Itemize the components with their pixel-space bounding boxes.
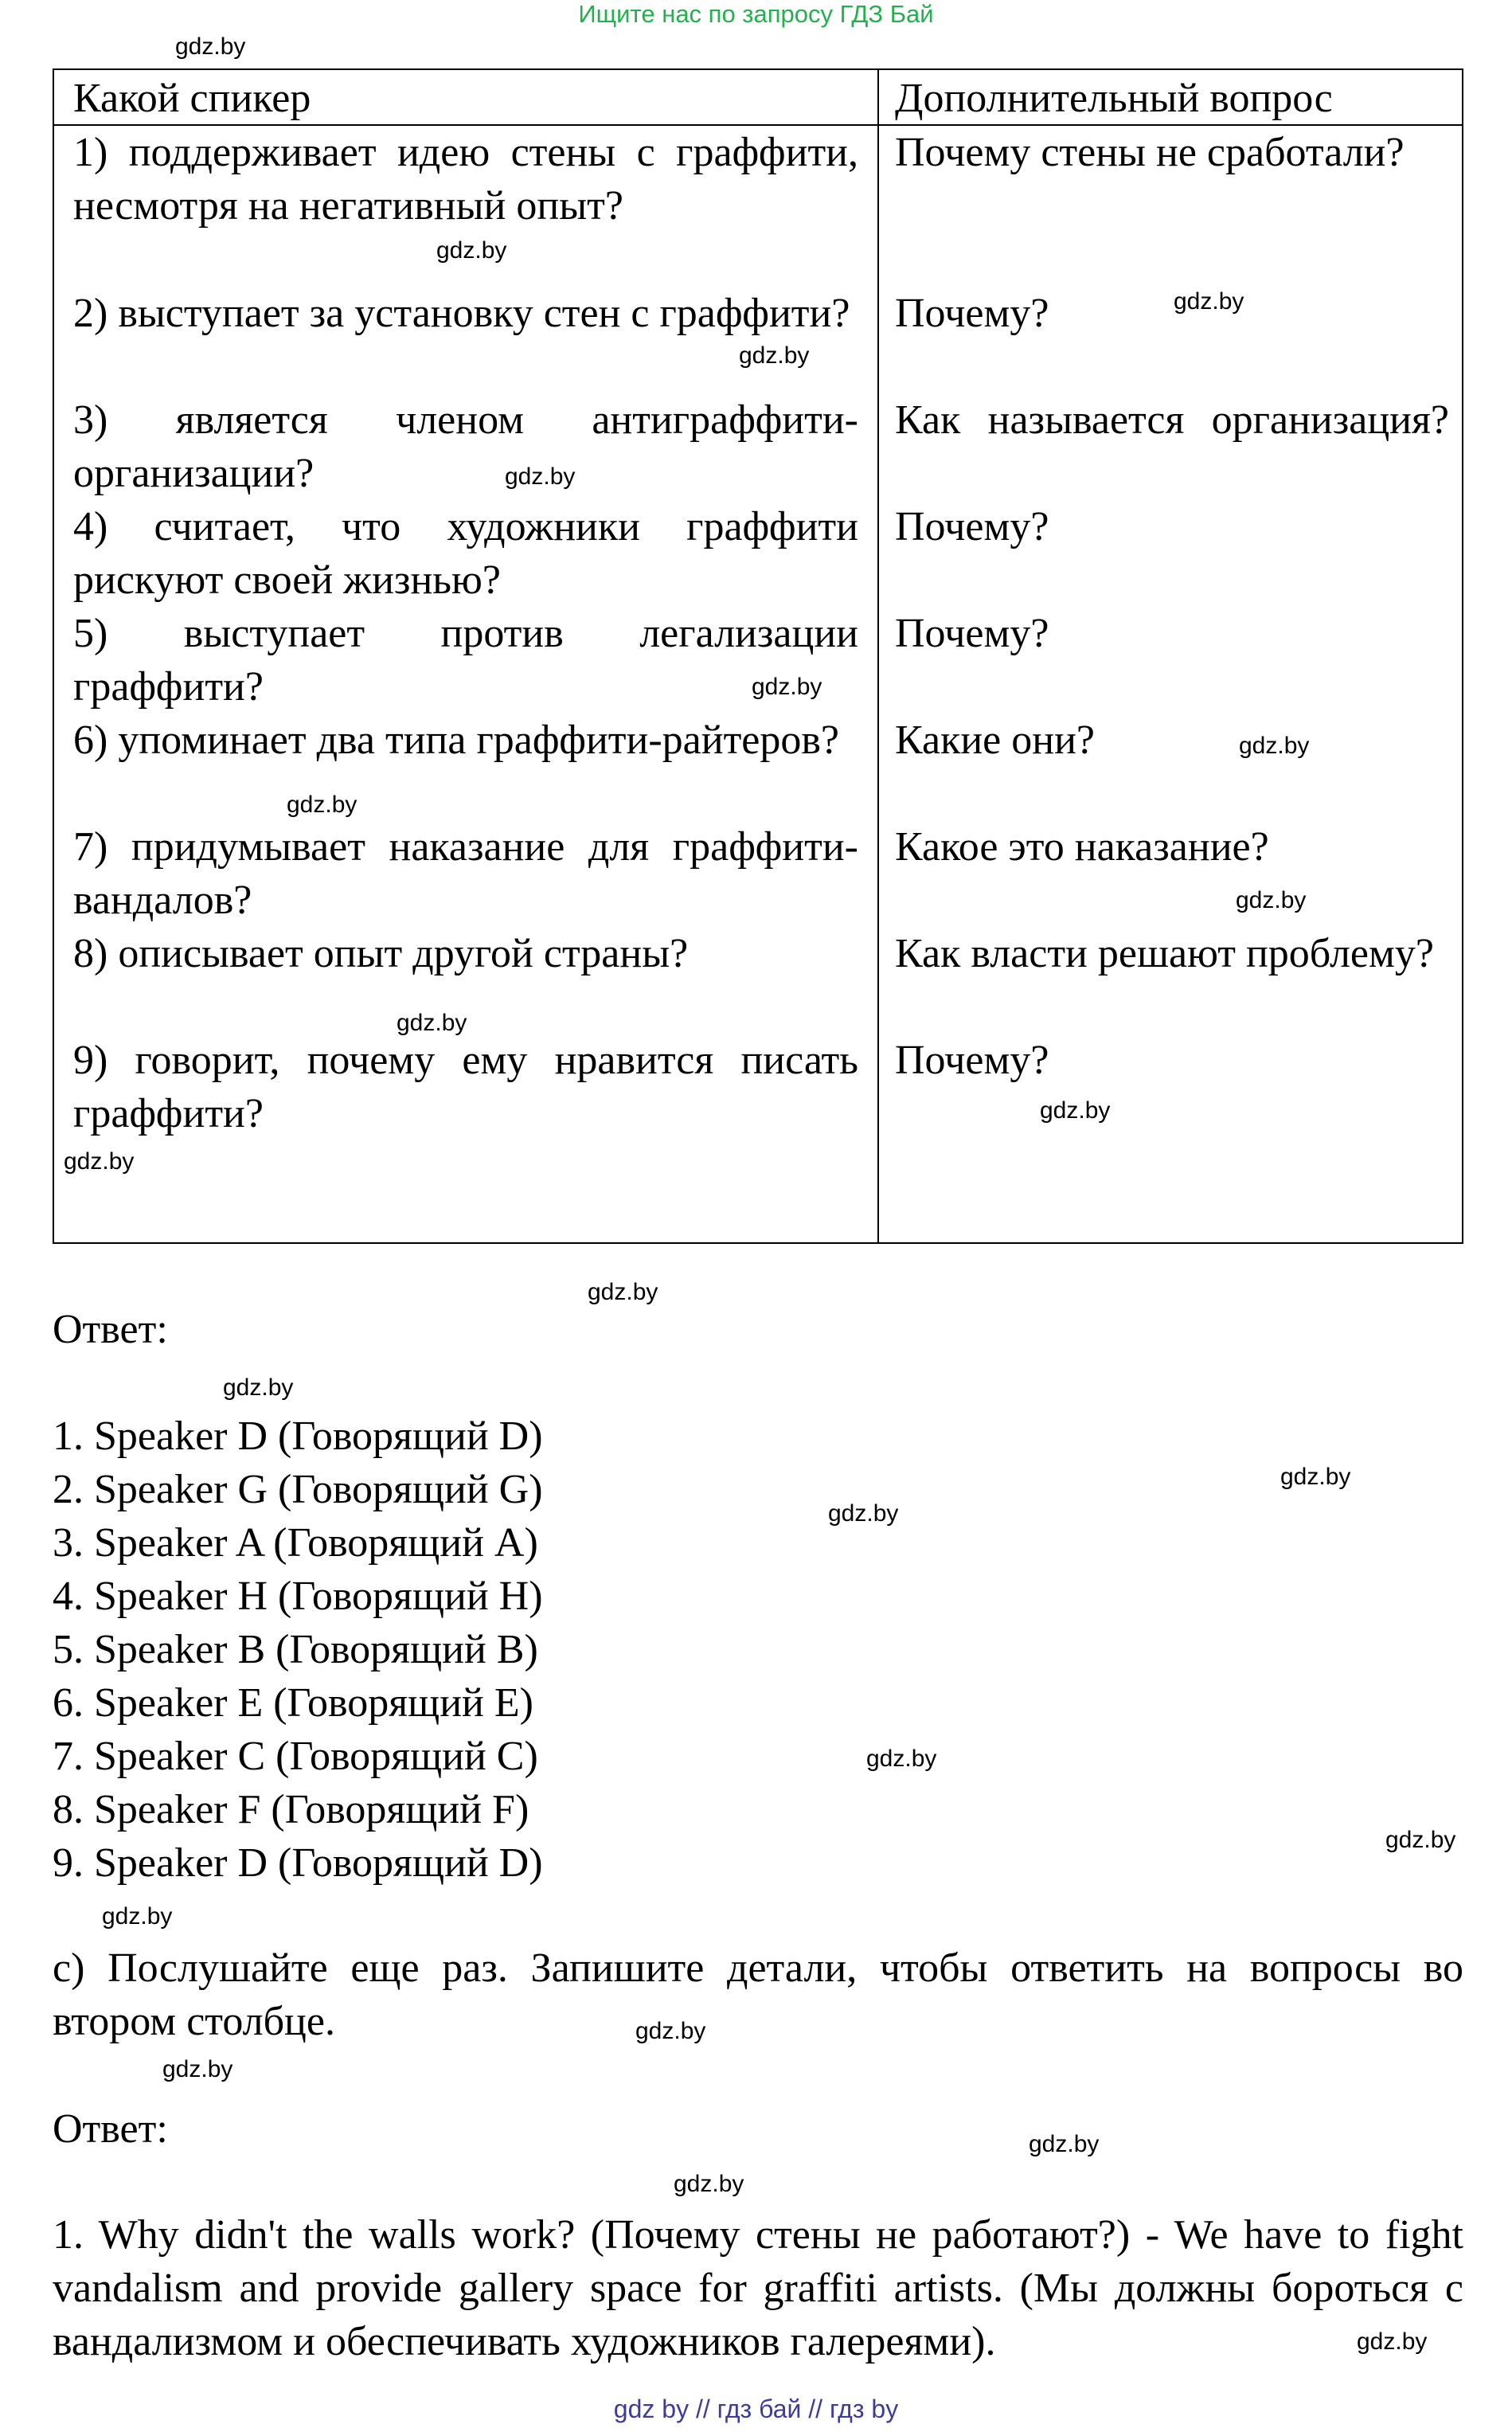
watermark: gdz.by (397, 1010, 467, 1036)
table-row-question: Почему? (895, 291, 1049, 336)
watermark: gdz.by (1236, 887, 1307, 913)
watermark: gdz.by (752, 674, 822, 700)
watermark: gdz.by (1357, 2328, 1428, 2355)
answer-item: 1. Speaker D (Говорящий D) (53, 1413, 543, 1459)
table-row-question: Как власти решают проблему? (895, 931, 1434, 976)
table-row-question: Какие они? (895, 717, 1095, 763)
watermark: gdz.by (64, 1148, 135, 1175)
task-c-instruction: c) Послушайте еще раз. Запишите детали, чтобы ответить на вопросы во втором столбце. (53, 1945, 1463, 2044)
watermark: gdz.by (1385, 1827, 1456, 1853)
watermark: gdz.by (102, 1903, 173, 1930)
answer-item: 3. Speaker A (Говорящий A) (53, 1520, 538, 1566)
answer-item: 6. Speaker E (Говорящий E) (53, 1680, 533, 1726)
watermark: gdz.by (1174, 288, 1244, 315)
watermark: gdz.by (828, 1500, 899, 1527)
speakers-table (53, 68, 1463, 1244)
footer-links[interactable]: gdz by // гдз бай // гдз by (613, 2395, 899, 2423)
watermark: gdz.by (866, 1746, 937, 1772)
watermark: gdz.by (739, 342, 810, 369)
top-banner[interactable]: Ищите нас по запросу ГДЗ Бай (578, 0, 934, 28)
answer-item: 5. Speaker B (Говорящий B) (53, 1627, 538, 1672)
answer-item: 2. Speaker G (Говорящий G) (53, 1467, 543, 1512)
table-row-speaker: 8) описывает опыт другой страны? (73, 931, 689, 976)
answer-item: 8. Speaker F (Говорящий F) (53, 1787, 529, 1832)
answer-item: 9. Speaker D (Говорящий D) (53, 1840, 543, 1886)
table-row-speaker: 7) придумывает наказание для граффити-вандалов? (73, 824, 858, 923)
table-row-speaker: 5) выступает против легализации граффити? (73, 611, 858, 710)
answer-label: Ответ: (53, 1307, 168, 1352)
table-header-question: Дополнительный вопрос (895, 76, 1333, 121)
table-row-speaker: 3) является членом антиграффити-организации? (73, 397, 858, 496)
table-row-question: Почему стены не сработали? (895, 130, 1405, 175)
table-row-speaker: 2) выступает за установку стен с граффити? (73, 291, 850, 336)
table-row-question: Почему? (895, 1038, 1049, 1083)
watermark: gdz.by (1029, 2131, 1100, 2157)
watermark: gdz.by (175, 33, 246, 60)
watermark: gdz.by (588, 1279, 658, 1305)
table-row-speaker: 9) говорит, почему ему нравится писать граффити? (73, 1038, 858, 1136)
table-header-speaker: Какой спикер (73, 76, 311, 121)
table-row-question: Почему? (895, 504, 1049, 549)
table-row-speaker: 1) поддерживает идею стены с граффити, несмотря на негативный опыт? (73, 130, 858, 229)
watermark: gdz.by (505, 463, 576, 490)
answer-label-2: Ответ: (53, 2106, 168, 2152)
table-row-speaker: 4) считает, что художники граффити рискуют своей жизнью? (73, 504, 858, 603)
answer-item: 7. Speaker C (Говорящий C) (53, 1734, 538, 1779)
watermark: gdz.by (674, 2171, 744, 2197)
watermark: gdz.by (1239, 733, 1310, 759)
table-row-speaker: 6) упоминает два типа граффити-райтеров? (73, 717, 839, 763)
watermark: gdz.by (223, 1374, 294, 1401)
table-row-question: Какое это наказание? (895, 824, 1269, 870)
watermark: gdz.by (1280, 1464, 1351, 1490)
watermark: gdz.by (287, 792, 357, 818)
answer-c-1: 1. Why didn't the walls work? (Почему стены не работают?) - We have to fight vandalism and provide gallery space for graffiti artists. (Мы должны бороться с вандализмом и обеспечивать художников галереями). (53, 2212, 1463, 2364)
table-row-question: Как называется организация? (895, 397, 1449, 443)
column-divider (877, 70, 879, 1242)
answer-item: 4. Speaker H (Говорящий H) (53, 1574, 543, 1619)
table-row-question: Почему? (895, 611, 1049, 656)
watermark: gdz.by (162, 2056, 233, 2082)
watermark: gdz.by (1040, 1097, 1111, 1124)
watermark: gdz.by (436, 237, 507, 264)
watermark: gdz.by (635, 2018, 706, 2044)
